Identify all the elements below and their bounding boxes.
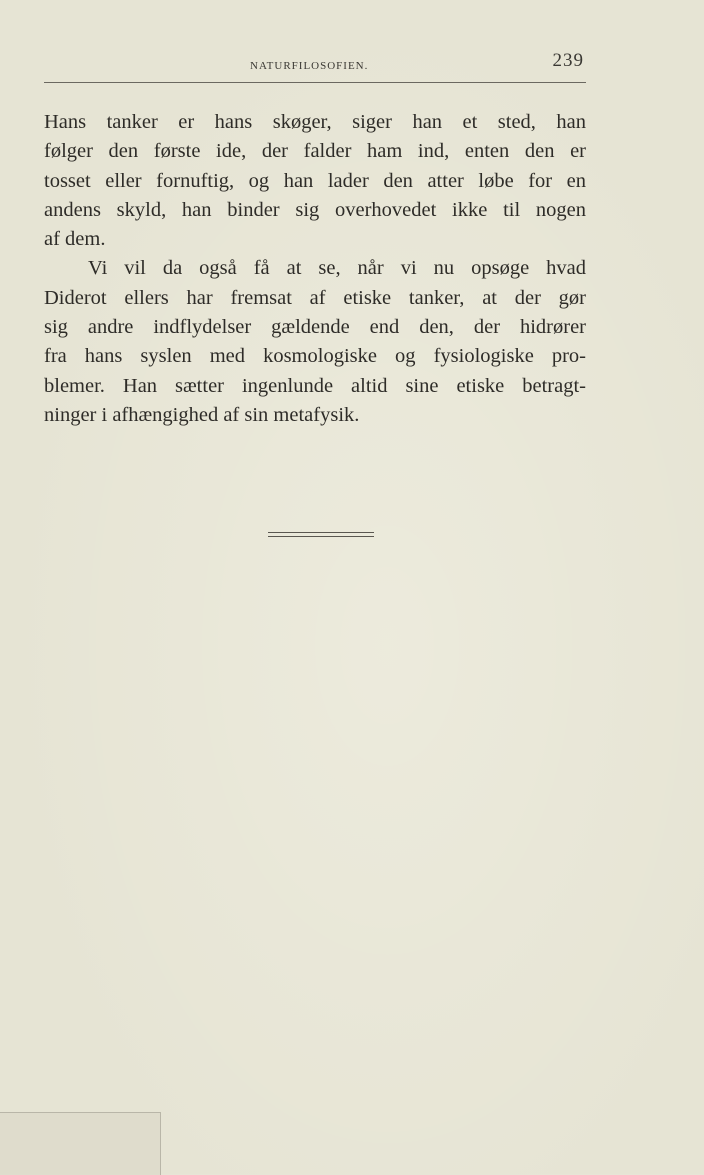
text-line: tosset eller fornuftig, og han lader den atter løbe for en [44,169,586,192]
text-line: Diderot ellers har fremsat af etiske tanker, at der gør [44,286,586,309]
running-title: NATURFILOSOFIEN. [250,60,369,72]
text-line: blemer. Han sætter ingenlunde altid sine etiske betragt- [44,374,586,397]
page-number: 239 [552,50,584,71]
text-line: Vi vil da også få at se, når vi nu opsøge hvad [88,257,586,280]
text-line: fra hans syslen med kosmologiske og fysiologiske pro- [44,345,586,368]
paragraph [44,108,586,254]
body-text [44,108,586,430]
section-end-rule [268,532,374,538]
text-line: følger den første ide, der falder ham ind, enten den er [44,140,586,163]
running-head [44,50,586,84]
rule-line [268,536,374,537]
rule-line [268,532,374,533]
text-line: af dem. [44,228,106,251]
paragraph [44,254,586,430]
header-rule [44,82,586,83]
text-line: Hans tanker er hans skøger, siger han et sted, han [44,111,586,133]
text-line: ninger i afhængighed af sin metafysik. [44,403,360,426]
text-line: sig andre indflydelser gældende end den, der hidrører [44,316,586,339]
facing-page-edge [0,1112,161,1175]
text-line: andens skyld, han binder sig overhovedet ikke til nogen [44,198,586,221]
